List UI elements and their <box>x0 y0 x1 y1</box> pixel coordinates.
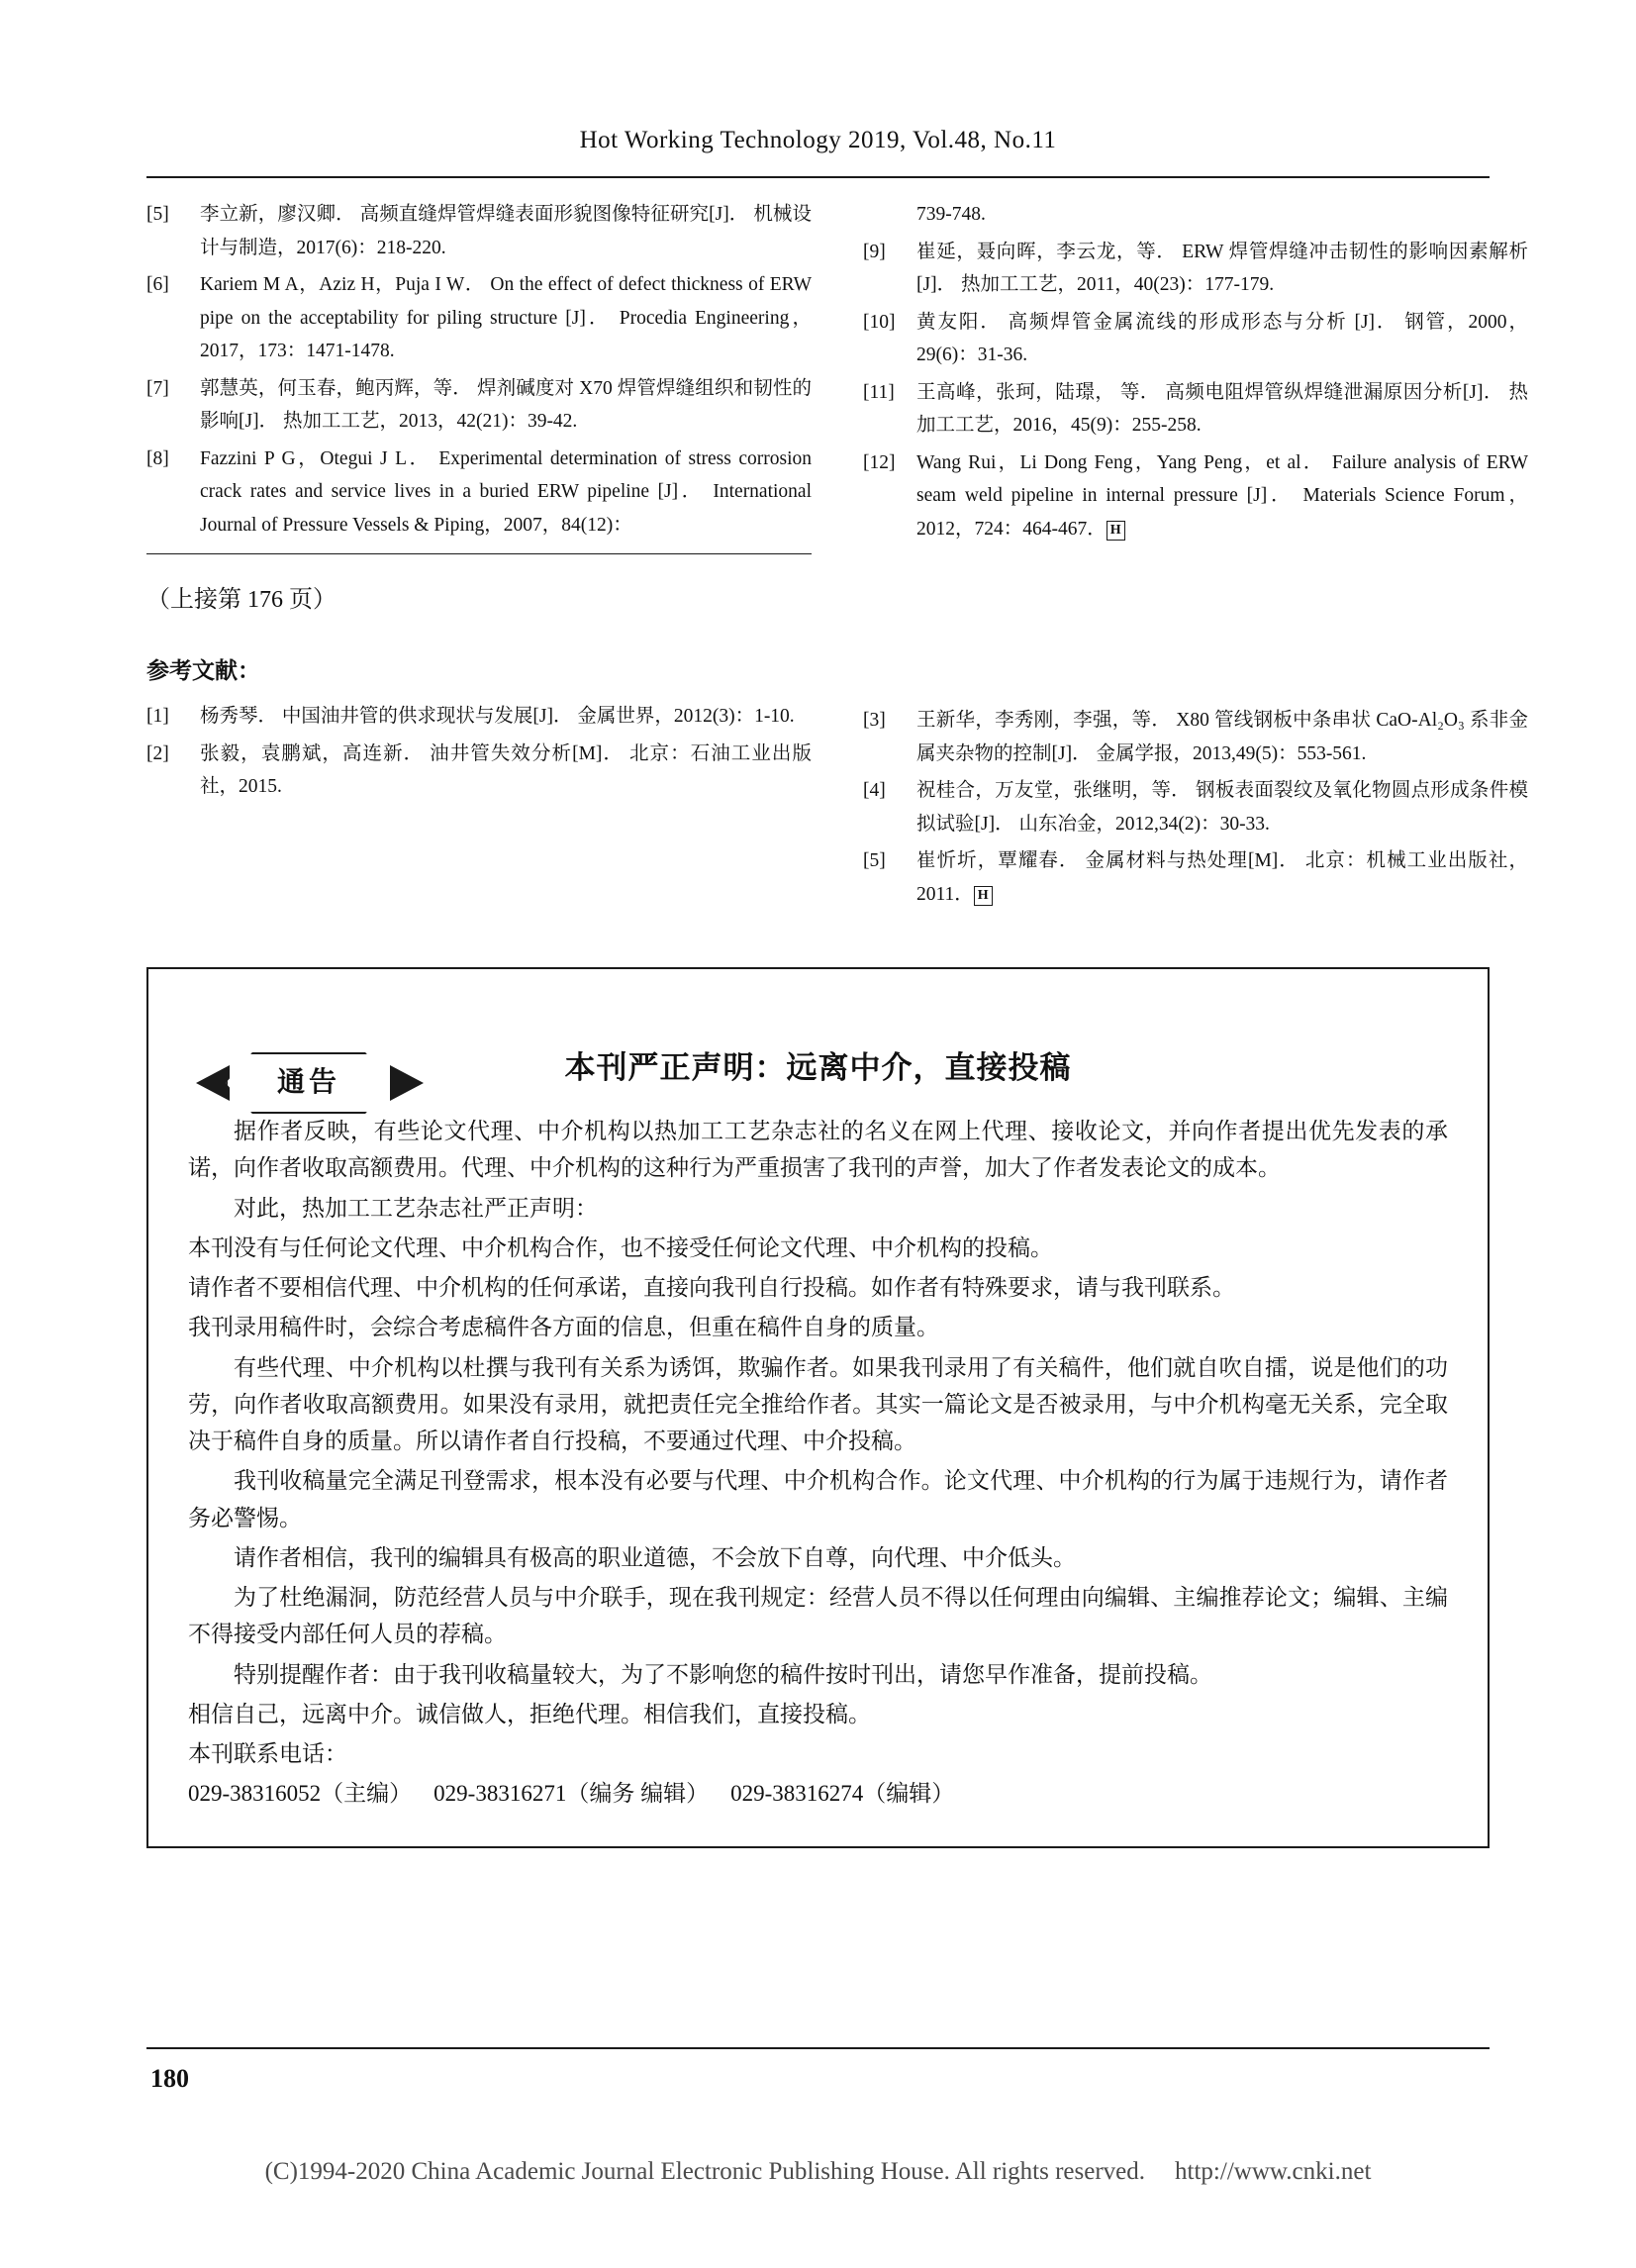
reference-text: 祝桂合，万友堂，张继明，等． 钢板表面裂纹及氧化物圆点形成条件模拟试验[J]． 山东冶金，2012,34(2)：30-33. <box>916 780 1528 835</box>
notice-paragraph: 本刊联系电话： <box>188 1741 347 1766</box>
section-divider <box>146 553 812 554</box>
reference-number: [2] <box>146 742 169 764</box>
notice-box <box>146 967 1490 1848</box>
reference-item <box>146 443 812 542</box>
reference-text: 郭慧英，何玉春，鲍丙辉，等． 焊剂碱度对 X70 焊管焊缝组织和韧性的影响[J]． 热加工工艺，2013，42(21)：39-42. <box>200 377 812 433</box>
reference-item <box>863 236 1528 302</box>
reference-text: 739-748. <box>916 204 986 225</box>
reference-number: [1] <box>146 706 169 728</box>
phone-editorial-office: 029-38316271（编务 编辑） <box>433 1781 710 1807</box>
reference-text: 王高峰，张珂，陆璟， 等． 高频电阻焊管纵焊缝泄漏原因分析[J]． 热加工工艺，2016，45(9)：255-258. <box>916 381 1528 437</box>
reference-number: [4] <box>863 780 886 802</box>
reference-number: [11] <box>863 381 895 403</box>
reference-text: Kariem M A，Aziz H，Puja I W． On the effect of defect thickness of ERW pipe on the acceptability for piling structure [J]． Procedia Engineering，2017，173：1471-1478. <box>200 274 812 362</box>
copyright-text: (C)1994-2020 China Academic Journal Electronic Publishing House. All rights reserved. <box>264 2158 1146 2185</box>
reference-item <box>863 704 1528 770</box>
contact-phones <box>188 1775 1448 1812</box>
reference-text: 王新华，李秀刚，李强，等． X80 管线钢板中条串状 CaO-Al₂O₃ 系非金属夹杂物的控制[J]． 金属学报，2013,49(5)：553-561. <box>916 710 1528 764</box>
notice-body <box>188 1113 1448 1813</box>
notice-inner <box>188 1042 1448 1813</box>
reference-item <box>863 376 1528 443</box>
end-of-article-mark: H <box>1107 521 1125 541</box>
notice-paragraph: 据作者反映，有些论文代理、中介机构以热加工工艺杂志社的名义在网上代理、接收论文，并向作者提出优先发表的承诺，向作者收取高额费用。代理、中介机构的这种行为严重损害了我刊的声誉，加大了作者发表论文的成本。 <box>188 1119 1448 1181</box>
arrow-right-icon <box>390 1065 424 1101</box>
reference-item <box>863 844 1528 911</box>
reference-number: [9] <box>863 241 886 262</box>
reference-number: [6] <box>146 274 169 296</box>
reference-item <box>146 372 812 439</box>
reference-item <box>863 306 1528 372</box>
notice-paragraph: 特别提醒作者：由于我刊收稿量较大，为了不影响您的稿件按时刊出，请您早作准备，提前投稿。 <box>234 1661 1212 1687</box>
cnki-url: http://www.cnki.net <box>1175 2158 1372 2185</box>
notice-paragraph: 我刊录用稿件时，会综合考虑稿件各方面的信息，但重在稿件自身的质量。 <box>188 1315 939 1340</box>
left-column <box>146 198 812 808</box>
notice-paragraph: 对此，热加工工艺杂志社严正声明： <box>234 1195 598 1221</box>
notice-paragraph: 相信自己，远离中介。诚信做人，拒绝代理。相信我们，直接投稿。 <box>188 1701 871 1726</box>
reference-item <box>863 774 1528 840</box>
right-column <box>863 198 1528 916</box>
reference-text: 张毅，袁鹏斌，高连新． 油井管失效分析[M]． 北京：石油工业出版社，2015. <box>200 742 812 798</box>
reference-text: 崔延，聂向晖，李云龙，等． ERW 焊管焊缝冲击韧性的影响因素解析[J]． 热加工工艺，2011，40(23)：177-179. <box>916 241 1528 296</box>
notice-banner-label: 通告 <box>276 1067 340 1098</box>
notice-paragraph: 我刊收稿量完全满足刊登需求，根本没有必要与代理、中介机构合作。论文代理、中介机构的行为属于违规行为，请作者务必警惕。 <box>188 1468 1448 1530</box>
reference-text: Wang Rui，Li Dong Feng，Yang Peng，et al． Failure analysis of ERW seam weld pipeline in internal pressure [J]． Materials Science Forum，2012，724：464-467． H <box>916 451 1528 540</box>
footer-rule <box>146 2047 1490 2049</box>
reference-text: 李立新，廖汉卿． 高频直缝焊管焊缝表面形貌图像特征研究[J]． 机械设计与制造，2017(6)：218-220. <box>200 204 812 258</box>
notice-title: 本刊严正声明：远离中介，直接投稿 <box>564 1050 1072 1085</box>
reference-item <box>146 268 812 368</box>
page-number: 180 <box>150 2064 189 2093</box>
continued-from-note: （上接第 176 页） <box>146 587 337 614</box>
reference-item <box>146 738 812 804</box>
reference-number: [12] <box>863 451 896 473</box>
references-heading: 参考文献： <box>146 657 260 683</box>
reference-item <box>863 446 1528 546</box>
notice-banner <box>196 1052 424 1114</box>
reference-text: 黄友阳． 高频焊管金属流线的形成形态与分析 [J]． 钢管，2000，29(6)：31-36. <box>916 311 1528 366</box>
reference-number: [8] <box>146 447 169 469</box>
reference-number: [3] <box>863 710 886 732</box>
notice-paragraph: 请作者相信，我刊的编辑具有极高的职业道德，不会放下自尊，向代理、中介低头。 <box>234 1544 1076 1570</box>
running-head: Hot Working Technology 2019, Vol.48, No.11 <box>579 127 1057 153</box>
reference-number: [10] <box>863 311 896 333</box>
reference-text: 崔忻圻，覃耀春． 金属材料与热处理[M]． 北京：机械工业出版社，2011． H <box>916 850 1528 905</box>
reference-text: 杨秀琴． 中国油井管的供求现状与发展[J]． 金属世界，2012(3)：1-10. <box>200 706 795 728</box>
reference-text: Fazzini P G，Otegui J L． Experimental determination of stress corrosion crack rates and service lives in a buried ERW pipeline [J]． International Journal of Pressure Vessels & Piping，2007，84(12)： <box>200 447 812 536</box>
phone-editor: 029-38316274（编辑） <box>730 1781 955 1807</box>
column-spacer <box>863 549 1528 704</box>
reference-continuation <box>863 198 1528 232</box>
reference-number: [5] <box>146 204 169 225</box>
arrow-left-icon <box>196 1065 230 1101</box>
reference-number: [7] <box>146 377 169 399</box>
reference-item <box>146 198 812 264</box>
reference-item <box>146 700 812 734</box>
notice-paragraph: 为了杜绝漏洞，防范经营人员与中介联手，现在我刊规定：经营人员不得以任何理由向编辑、主编推荐论文；编辑、主编不得接受内部任何人员的荐稿。 <box>188 1585 1448 1647</box>
header-rule <box>146 176 1490 178</box>
copyright-line <box>0 2158 1636 2186</box>
notice-paragraph: 请作者不要相信代理、中介机构的任何承诺，直接向我刊自行投稿。如作者有特殊要求，请与我刊联系。 <box>188 1275 1235 1300</box>
phone-editor-in-chief: 029-38316052（主编） <box>188 1781 413 1807</box>
notice-paragraph: 有些代理、中介机构以杜撰与我刊有关系为诱饵，欺骗作者。如果我刊录用了有关稿件，他们就自吹自擂，说是他们的功劳，向作者收取高额费用。如果没有录用，就把责任完全推给作者。其实一篇论文是否被录用，与中介机构毫无关系，完全取决于稿件自身的质量。所以请作者自行投稿，不要通过代理、中介投稿。 <box>188 1354 1448 1453</box>
notice-paragraph: 本刊没有与任何论文代理、中介机构合作，也不接受任何论文代理、中介机构的投稿。 <box>188 1234 1053 1260</box>
end-of-article-mark: H <box>974 886 993 906</box>
reference-number: [5] <box>863 850 886 872</box>
